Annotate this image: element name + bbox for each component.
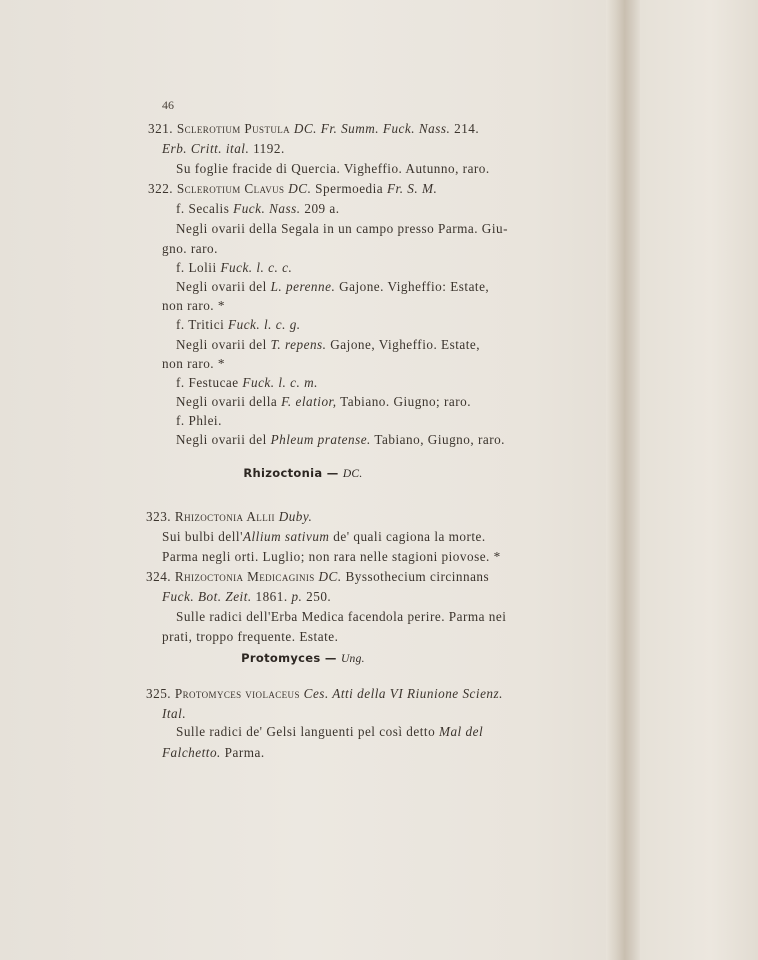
text-run: gno. raro. xyxy=(162,241,218,256)
italic-text: Fuck. Bot. Zeit. xyxy=(162,589,252,604)
text-run: Gajone. Vigheffio: Estate, xyxy=(335,279,490,294)
text-run: Negli ovarii del xyxy=(176,337,271,352)
text-run: f. Festucae xyxy=(176,375,243,390)
text-line xyxy=(162,356,225,372)
text-line xyxy=(176,161,490,177)
italic-text: Fuck. l. c. c. xyxy=(220,260,293,275)
heading-separator: — xyxy=(320,651,341,665)
text-run: 1192. xyxy=(249,141,285,156)
text-line xyxy=(146,686,503,702)
italic-text: Duby. xyxy=(278,509,313,524)
italic-text: Fuck. l. c. g. xyxy=(228,317,301,332)
text-line xyxy=(176,221,508,237)
italic-text: Falchetto. xyxy=(162,745,221,760)
text-line xyxy=(176,375,318,391)
text-line xyxy=(162,629,338,645)
italic-text: p. xyxy=(291,589,303,604)
text-run: Parma. xyxy=(220,745,265,760)
section-heading-protomyces xyxy=(0,651,606,665)
text-line xyxy=(148,181,437,197)
text-run: 322. xyxy=(148,181,177,196)
text-line xyxy=(176,432,505,448)
text-line xyxy=(146,509,312,525)
text-line xyxy=(176,317,301,333)
text-run: f. Phlei. xyxy=(176,413,222,428)
text-line xyxy=(176,201,340,217)
italic-text: DC. xyxy=(288,181,312,196)
text-line xyxy=(162,745,265,761)
text-line xyxy=(162,529,486,545)
text-line xyxy=(162,549,501,565)
text-run: Negli ovarii della Segala in un campo presso Parma. Giu- xyxy=(176,221,508,236)
text-run: Negli ovarii del xyxy=(176,279,271,294)
heading-author: Ung. xyxy=(340,653,365,665)
italic-text: Fuck. l. c. m. xyxy=(242,375,318,390)
text-line xyxy=(176,413,222,429)
text-run: non raro. * xyxy=(162,298,225,313)
species-name: Sclerotium Pustula xyxy=(176,121,291,136)
text-run: prati, troppo frequente. Estate. xyxy=(162,629,339,644)
text-line xyxy=(162,298,225,314)
page-gutter xyxy=(606,0,640,960)
text-run: 323. xyxy=(146,509,175,524)
text-line xyxy=(176,260,292,276)
right-page-edge xyxy=(640,0,758,960)
italic-text: Allium sativum xyxy=(242,529,330,544)
text-run: Su foglie fracide di Quercia. Vigheffio. Autunno, raro. xyxy=(176,161,490,176)
italic-text: DC. xyxy=(318,569,342,584)
heading-author: DC. xyxy=(342,468,363,480)
heading-separator: — xyxy=(322,466,343,480)
text-line xyxy=(162,706,186,722)
text-run: Parma negli orti. Luglio; non rara nelle stagioni piovose. * xyxy=(162,549,501,564)
text-run: Sui bulbi dell' xyxy=(162,529,243,544)
text-run: Negli ovarii della xyxy=(176,394,282,409)
italic-text: Fuck. Nass. xyxy=(233,201,301,216)
italic-text: F. elatior, xyxy=(281,394,337,409)
text-run: 324. xyxy=(146,569,175,584)
text-run: f. Tritici xyxy=(176,317,229,332)
species-name: Rhizoctonia Allii xyxy=(174,509,275,524)
text-line xyxy=(162,241,218,257)
text-run: de' quali cagiona la morte. xyxy=(329,529,486,544)
text-run: 214. xyxy=(450,121,480,136)
text-run: Gajone, Vigheffio. Estate, xyxy=(326,337,481,352)
text-run: 325. xyxy=(146,686,175,701)
text-run: f. Secalis xyxy=(176,201,234,216)
italic-text: L. perenne. xyxy=(270,279,336,294)
text-run: Byssothecium circinnans xyxy=(341,569,490,584)
text-run: Sulle radici dell'Erba Medica facendola perire. Parma nei xyxy=(176,609,507,624)
species-name: Protomyces violaceus xyxy=(174,686,300,701)
text-line xyxy=(146,569,489,585)
text-line xyxy=(148,121,479,137)
page-number: 46 xyxy=(162,98,174,112)
text-line xyxy=(176,337,480,353)
section-heading-rhizoctonia xyxy=(0,466,606,480)
italic-text: Phleum pratense. xyxy=(270,432,371,447)
text-line xyxy=(176,609,506,625)
species-name: Rhizoctonia Medicaginis xyxy=(174,569,315,584)
text-run: Sulle radici de' Gelsi languenti pel così detto xyxy=(176,724,439,739)
italic-text: Ces. Atti della VI Riunione Scienz. xyxy=(303,686,503,701)
text-run: Negli ovarii del xyxy=(176,432,271,447)
italic-text: Mal del xyxy=(438,724,484,739)
text-line xyxy=(176,724,483,740)
text-run: 1861. xyxy=(251,589,292,604)
text-run: 250. xyxy=(302,589,332,604)
heading-genus: Protomyces xyxy=(241,651,321,665)
text-run: Tabiano, Giugno, raro. xyxy=(370,432,505,447)
italic-text: Fr. S. M. xyxy=(386,181,438,196)
italic-text: Erb. Critt. ital. xyxy=(162,141,250,156)
italic-text: Ital. xyxy=(162,706,187,721)
text-run: Spermoedia xyxy=(311,181,387,196)
species-name: Sclerotium Clavus xyxy=(176,181,285,196)
text-run: non raro. * xyxy=(162,356,225,371)
italic-text: DC. Fr. Summ. Fuck. Nass. xyxy=(293,121,451,136)
text-run: 209 a. xyxy=(300,201,340,216)
text-line xyxy=(162,141,285,157)
text-run: Tabiano. Giugno; raro. xyxy=(336,394,472,409)
italic-text: T. repens. xyxy=(270,337,327,352)
text-run: f. Lolii xyxy=(176,260,221,275)
text-run: 321. xyxy=(148,121,177,136)
text-line xyxy=(176,394,471,410)
text-line xyxy=(176,279,489,295)
text-line xyxy=(162,589,331,605)
heading-genus: Rhizoctonia xyxy=(243,466,323,480)
